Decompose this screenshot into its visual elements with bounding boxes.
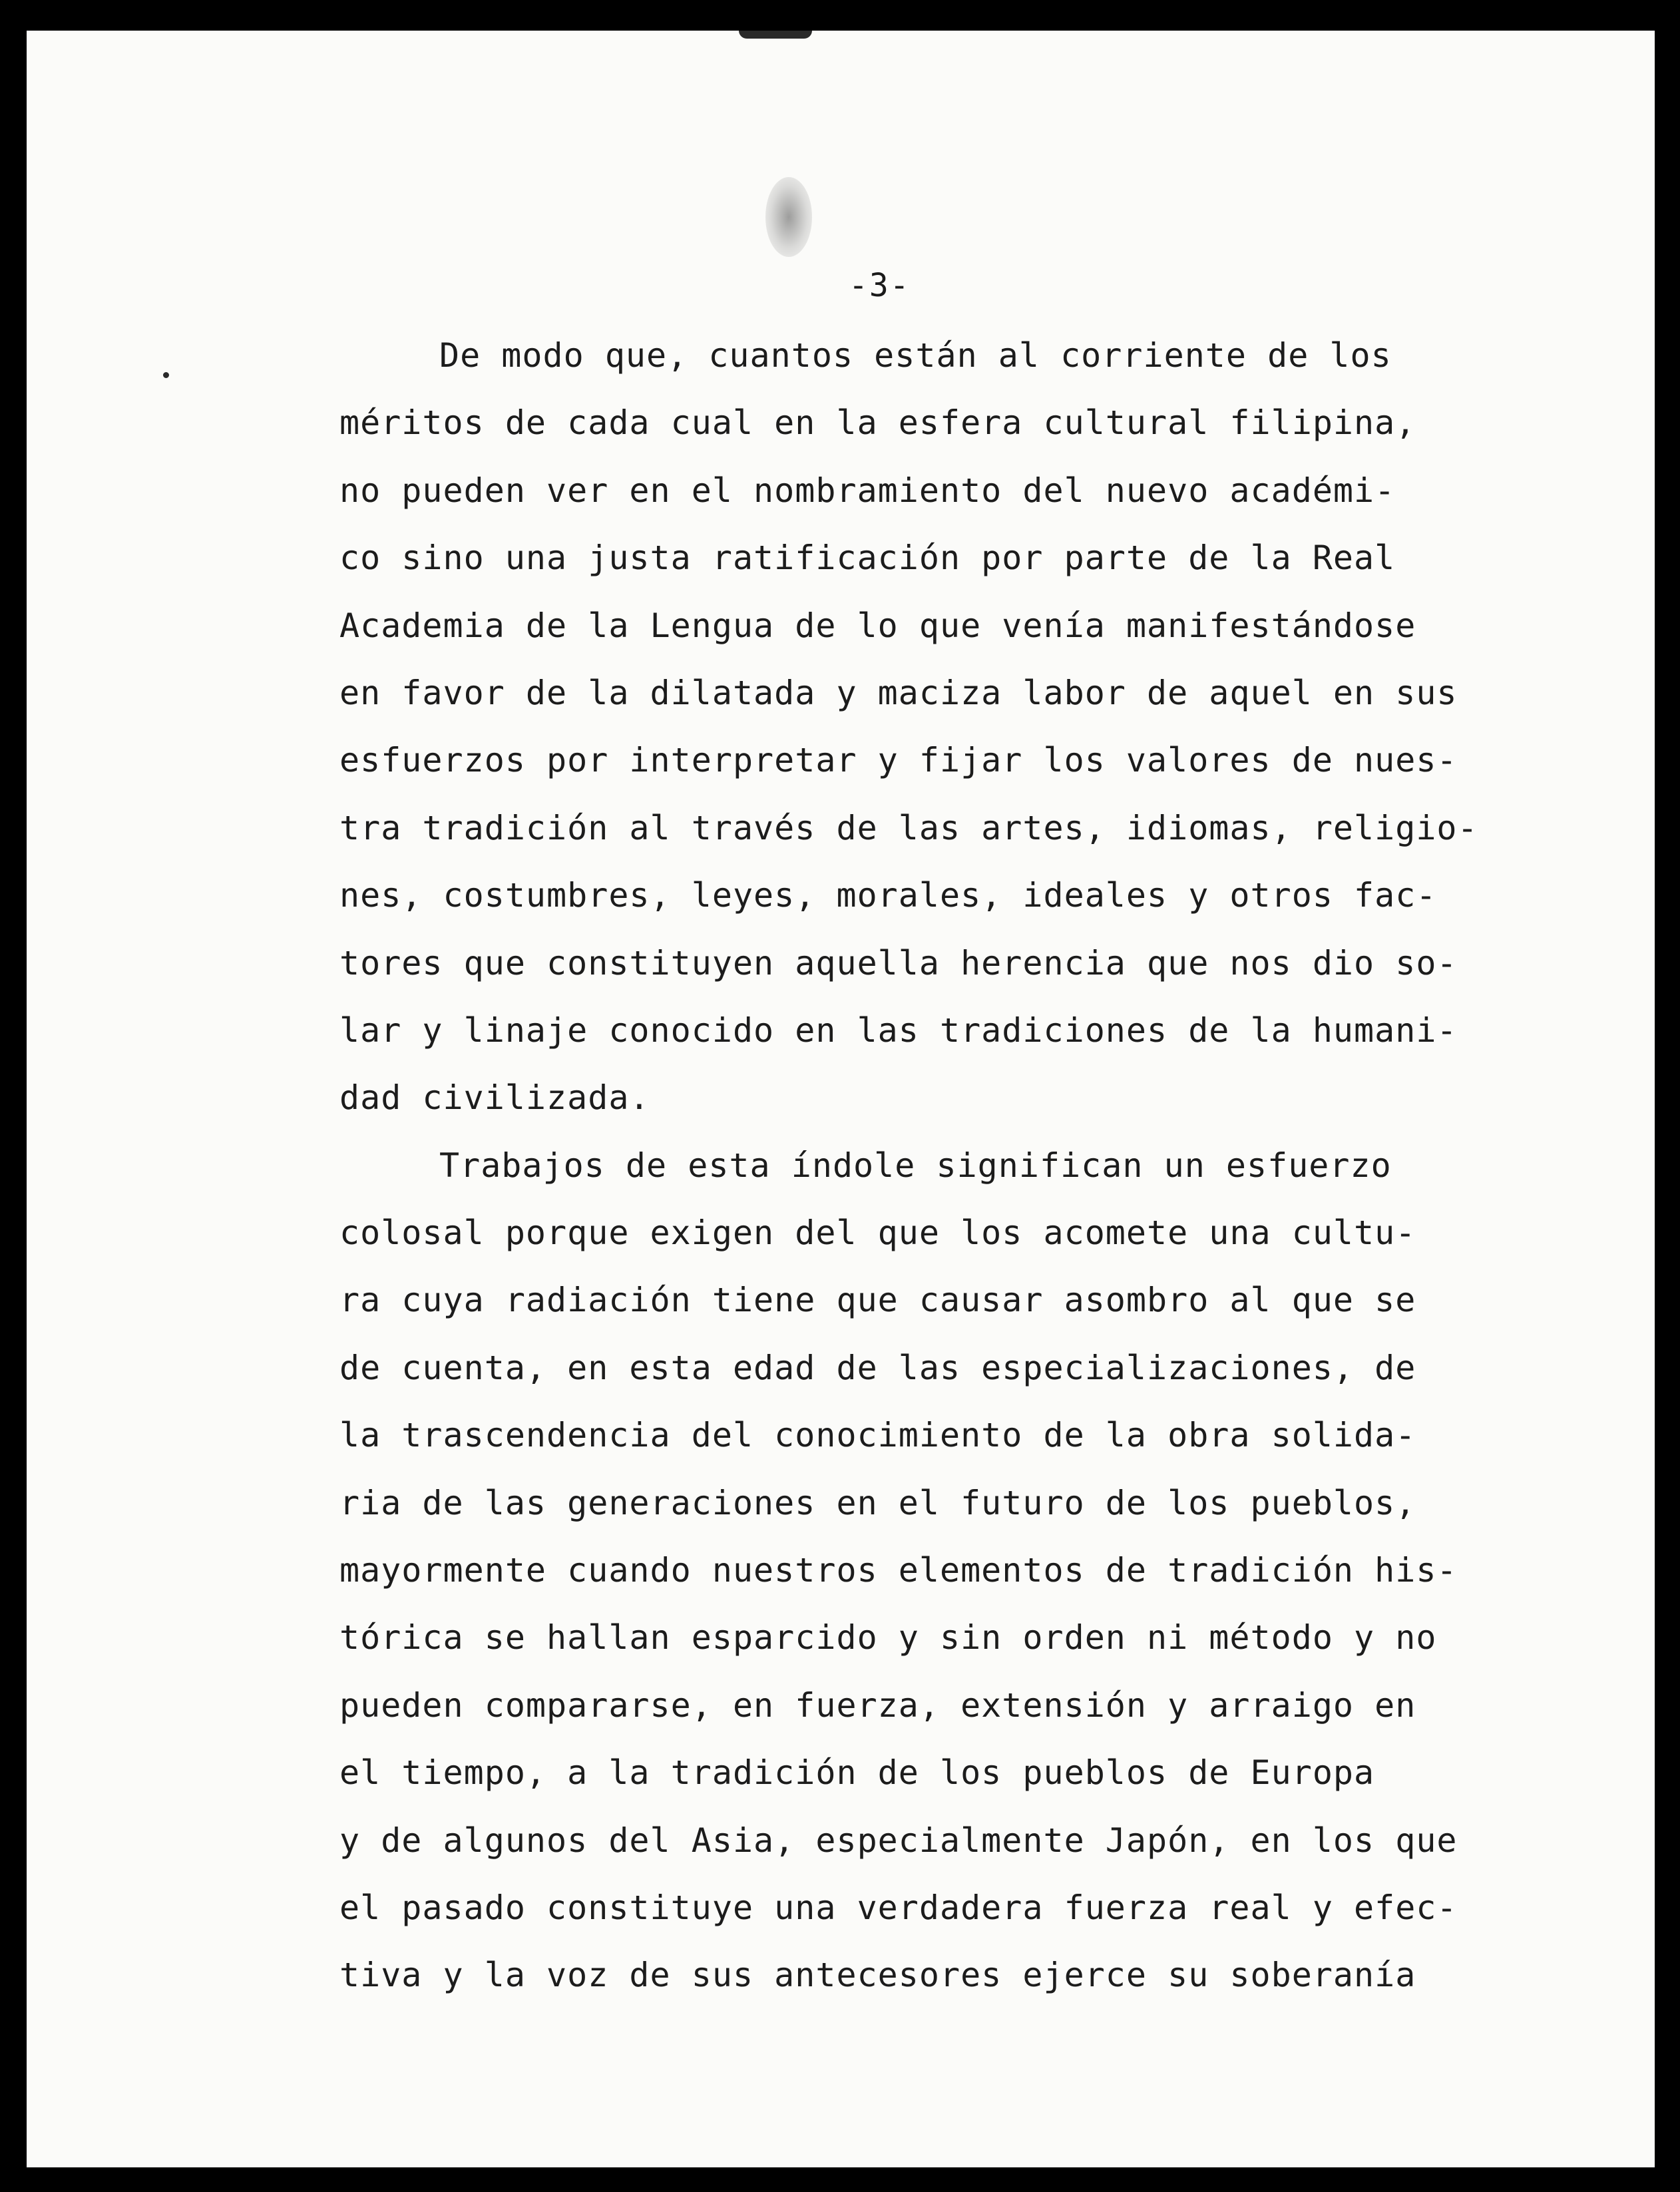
text-line: no pueden ver en el nombramiento del nuevo académi- — [339, 471, 1396, 510]
text-line: y de algunos del Asia, especialmente Japón, en los que — [339, 1821, 1458, 1860]
text-line: la trascendencia del conocimiento de la obra solida- — [339, 1416, 1416, 1455]
text-line: el tiempo, a la tradición de los pueblos de Europa — [339, 1753, 1375, 1793]
text-line: lar y linaje conocido en las tradiciones de la humani- — [339, 1010, 1458, 1050]
text-line: mayormente cuando nuestros elementos de tradición his- — [339, 1551, 1458, 1590]
text-line: colosal porque exigen del que los acomete una cultu- — [339, 1213, 1416, 1253]
ink-smudge — [765, 177, 812, 257]
text-line: tra tradición al través de las artes, idiomas, religio- — [339, 808, 1478, 847]
body-text — [339, 322, 1484, 2010]
typewritten-page — [27, 31, 1655, 2167]
text-line: De modo que, cuantos están al corriente de los — [439, 336, 1392, 375]
margin-dot — [163, 372, 169, 378]
text-line: co sino una justa ratificación por parte de la Real — [339, 539, 1396, 578]
text-line: pueden compararse, en fuerza, extensión y arraigo en — [339, 1685, 1416, 1725]
paragraph — [339, 322, 1484, 1132]
text-line: tórica se hallan esparcido y sin orden ni método y no — [339, 1618, 1437, 1657]
text-line: Academia de la Lengua de lo que venía manifestándose — [339, 606, 1416, 645]
text-line: tores que constituyen aquella herencia que nos dio so- — [339, 943, 1458, 983]
paragraph — [339, 1132, 1484, 2010]
text-line: ra cuya radiación tiene que causar asombro al que se — [339, 1281, 1416, 1320]
text-line: ria de las generaciones en el futuro de los pueblos, — [339, 1483, 1416, 1522]
text-line: tiva y la voz de sus antecesores ejerce su soberanía — [339, 1956, 1416, 1995]
text-line: dad civilizada. — [339, 1078, 650, 1118]
text-line: nes, costumbres, leyes, morales, ideales y otros fac- — [339, 876, 1437, 915]
text-line: méritos de cada cual en la esfera cultural filipina, — [339, 403, 1416, 443]
text-line: de cuenta, en esta edad de las especializaciones, de — [339, 1348, 1416, 1387]
binding-clip-mark — [739, 31, 812, 39]
text-line: el pasado constituye una verdadera fuerza real y efec- — [339, 1888, 1458, 1927]
text-line: Trabajos de esta índole significan un esfuerzo — [439, 1146, 1392, 1185]
text-line: en favor de la dilatada y maciza labor de aquel en sus — [339, 673, 1458, 712]
text-line: esfuerzos por interpretar y fijar los valores de nues- — [339, 741, 1458, 780]
page-number: -3- — [849, 267, 911, 304]
